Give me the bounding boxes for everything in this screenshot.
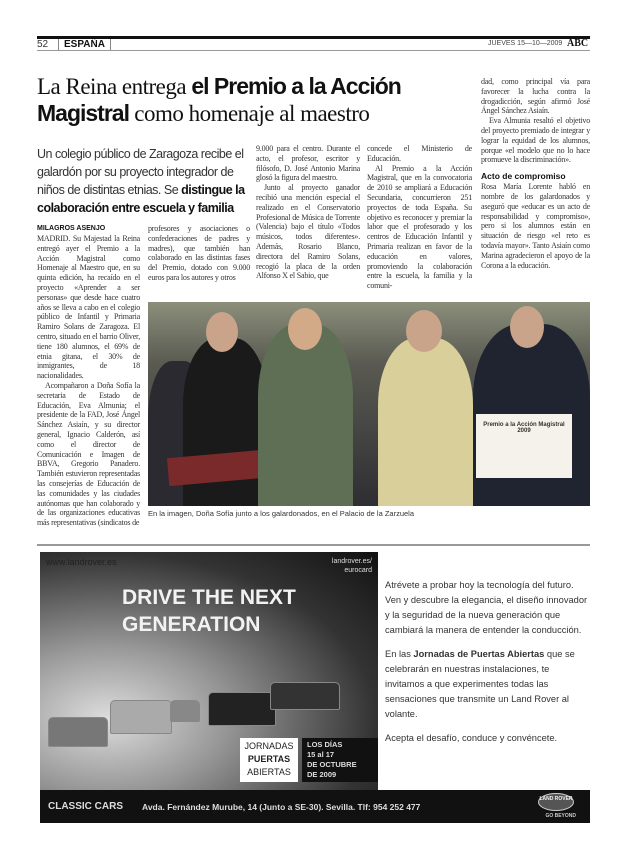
ad-tagline: DRIVE THE NEXT GENERATION xyxy=(122,586,296,636)
date-line: 15 al 17 xyxy=(307,750,335,759)
article-column-1 xyxy=(37,224,140,528)
ad-experience-text: landrover.es/ eurocard xyxy=(331,558,372,574)
headline-bold: el Premio a la Acción Magistral xyxy=(37,73,401,126)
subheadline xyxy=(37,145,249,217)
paragraph: MADRID. Su Majestad la Reina entregó ayer el Premio a la Acción Magistral como Homenaje al Maestro que, en su quinta edición, ha recaído en el proyecto «Aprender a ser personas» que desde hace cuatro años se lleva a cabo en el colegio público de Infantil y Primaria Ramiro Solans de Zaragoza. El centro, situado en el barrio Oliver, tiene 180 alumnos, el 69% de etnia gitana, el 30% de inmigrantes, de 18 nacionalidades. xyxy=(37,234,140,381)
dealer-address: Avda. Fernández Murube, 14 (Junto a SE-30). Sevilla. Tlf: 954 252 477 xyxy=(142,802,421,812)
ad-text-bold: Jornadas de Puertas Abiertas xyxy=(413,649,545,659)
subhead-bold: distingue la colaboración entre escuela y familia xyxy=(37,183,245,215)
article-column-2 xyxy=(148,224,250,283)
car-image xyxy=(110,700,172,734)
face xyxy=(288,308,322,350)
paragraph: Rosa María Lorente habló en nombre de los galardonados y aseguró que «educar es un acto de responsabilidad y compromiso», pero si los alumnos están en situación de riesgo «el reto es todavía mayor». Tanto Asiaín como Marina agradecieron el apoyo de la Corona a la educación. xyxy=(481,182,590,270)
photo-caption: En la imagen, Doña Sofía junto a los galardonados, en el Palacio de la Zarzuela xyxy=(148,509,415,518)
date-line: LOS DÍAS xyxy=(307,740,343,749)
ad-divider xyxy=(37,544,590,546)
paragraph: concede el Ministerio de Educación. xyxy=(367,144,472,163)
news-photo xyxy=(148,302,590,506)
article-column-5 xyxy=(481,77,590,270)
header-rule xyxy=(37,50,590,51)
headline-text-end: como homenaje al maestro xyxy=(128,101,370,126)
ad-paragraph: Acepta el desafío, conduce y convéncete. xyxy=(385,733,558,743)
land-rover-logo: LAND ROVER xyxy=(538,793,574,811)
person xyxy=(378,338,473,506)
ad-copy xyxy=(385,578,590,755)
person xyxy=(258,324,353,506)
paragraph: Junto al proyecto ganador recibió una mención especial el realizado en el Conservatorio Profesional de Música de Torrente (Valencia) bajo el título «Todos músicos, todos diferentes». Además, Rosario Blanco, directora del Ramiro Solans, recogió la placa de la orden Alfonso X el Sabio, que xyxy=(256,183,360,281)
jornadas-box xyxy=(240,738,298,782)
jornadas-line: PUERTAS xyxy=(247,754,291,764)
jornadas-line: ABIERTAS xyxy=(247,767,291,777)
jornadas-line: JORNADAS xyxy=(244,741,294,751)
ad-paragraph: Atrévete a probar hoy la tecnología del futuro. Ven y descubre la elegancia, el diseño innovador y la seguridad de la nueva generación que cambiará la manera de entender la conducción. xyxy=(385,580,588,635)
car-image xyxy=(48,717,108,747)
paragraph: Al Premio a la Acción Magistral, que en la convocatoria de 2010 se ampliará a Educación Secundaria, concurrieron 251 proyectos de toda España. Su objetivo es reconocer y premiar la labor que el profesorado y los centros de Educación Infantil y Primaria realizan en favor de la educación en valores, promoviendo la colaboración entre la escuela, la familia y la comuni- xyxy=(367,163,472,291)
paragraph: Eva Almunia resaltó el objetivo del proyecto premiado de integrar y lograr la equidad de los alumnos, porque «el modelo que no lo hace promueve la discriminación». xyxy=(481,116,590,165)
subtitle: Acto de compromiso xyxy=(481,171,566,182)
ad-url[interactable]: www.landrover.es xyxy=(46,557,117,567)
section-label: ESPAÑA xyxy=(58,39,111,50)
dealer-name: CLASSIC CARS xyxy=(48,801,124,812)
car-image xyxy=(208,692,276,726)
subhead-text: Un colegio público de Zaragoza recibe el galardón por su proyecto integrador de niños de distintas etnias. Se xyxy=(37,147,244,197)
diploma: Premio a la Acción Magistral 2009 xyxy=(476,414,572,478)
face xyxy=(510,306,544,348)
dates-box xyxy=(302,738,378,782)
advertisement-image xyxy=(40,552,378,790)
headline xyxy=(37,73,479,127)
issue-date: JUEVES 15—10—2009 xyxy=(488,40,563,47)
face xyxy=(406,310,442,352)
article-column-4 xyxy=(367,144,472,291)
date-line: DE OCTUBRE xyxy=(307,760,357,769)
paragraph: profesores y asociaciones o confederaciones de padres y madres), que también han colaborado en las distintas fases del Premio, dotado con 9.000 euros para los autores y otros xyxy=(148,224,250,282)
ad-paragraph xyxy=(385,647,590,722)
face xyxy=(206,312,238,352)
car-image xyxy=(170,700,200,722)
dealer-bar xyxy=(40,790,590,823)
car-image xyxy=(270,682,340,710)
publication-logo: ABC xyxy=(567,38,589,49)
byline: MILAGROS ASENJO xyxy=(37,225,106,232)
headline-text: La Reina entrega xyxy=(37,74,192,99)
ad-text: que se celebrarán en nuestras instalaciones, te invitamos a que experimentes todas las sensaciones que transmite un Land Rover al volante. xyxy=(385,649,575,719)
paragraph: Acompañaron a Doña Sofía la secretaria de Estado de Educación, Eva Almunia; el presidente de la FAD, José Ángel Sánchez Asiaín, y su director general, Ignacio Calderón, así como el director de Comunicación e Imagen de BBVA, Gregorio Panadero. También estuvieron representadas las consejerías de Educación de las comunidades y las ciudades autónomas que han colaborado y de las organizaciones educativas más representativas (sindicatos de xyxy=(37,380,140,528)
article-column-3 xyxy=(256,144,360,281)
page-number: 52 xyxy=(37,39,49,50)
paragraph: dad, como principal vía para favorecer la lucha contra la drogadicción, según afirmó José Ángel Sánchez Asiaín. xyxy=(481,77,590,116)
top-rule xyxy=(37,36,590,39)
ad-text: En las xyxy=(385,649,414,659)
paragraph: 9.000 para el centro. Durante el acto, el profesor, escritor y filósofo, D. José Antonio Marina glosó la figura del maestro. xyxy=(256,144,360,183)
slogan: GO BEYOND xyxy=(545,813,576,819)
date-line: DE 2009 xyxy=(307,770,337,779)
